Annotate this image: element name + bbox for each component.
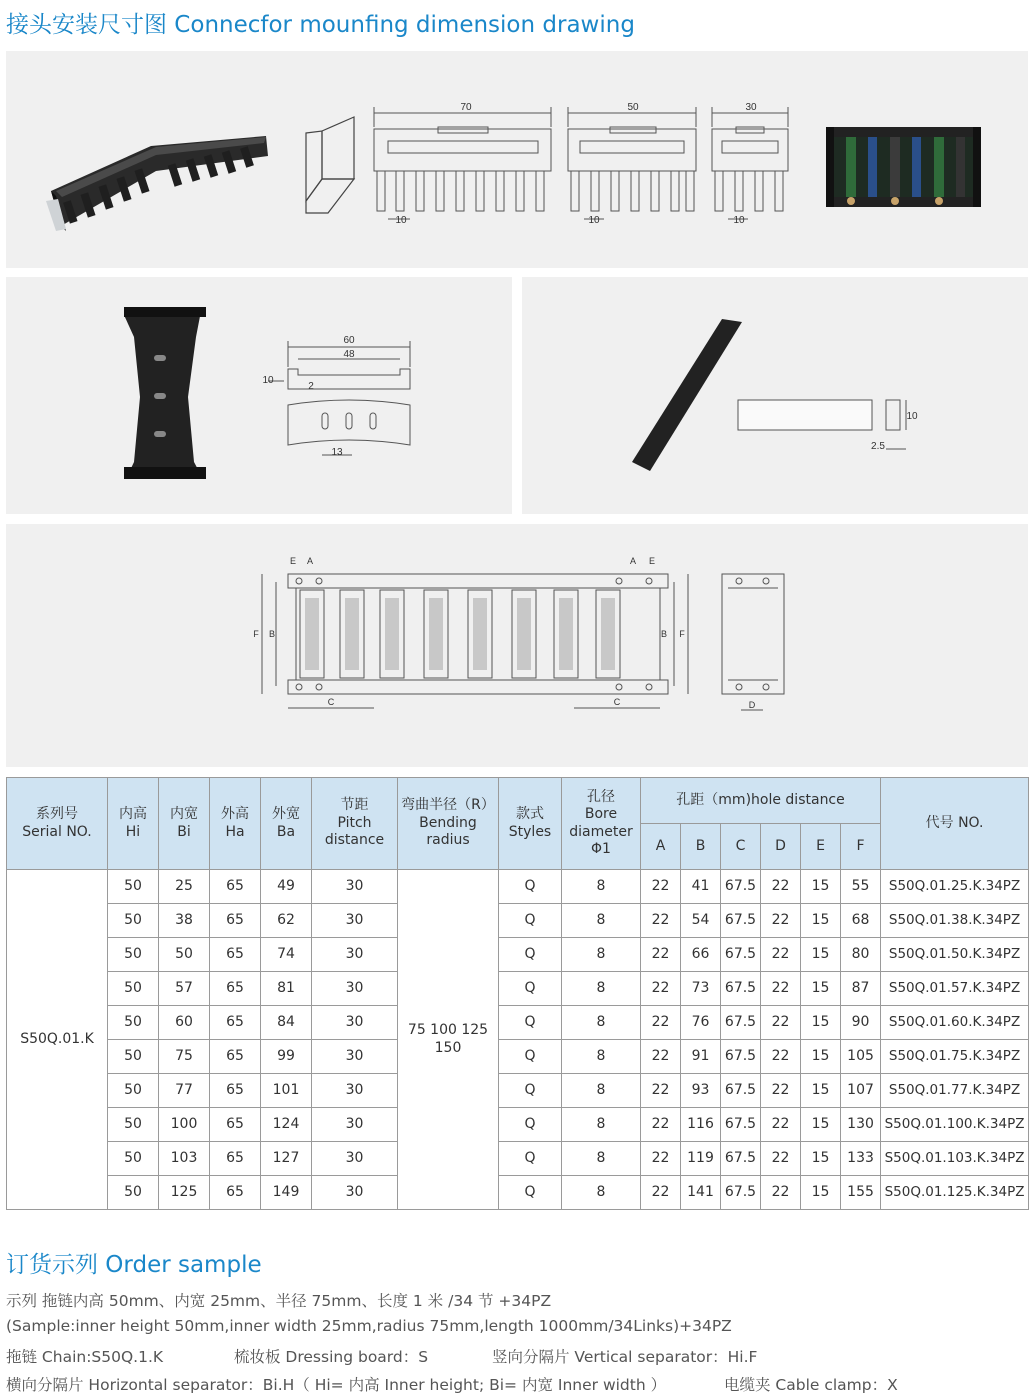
table-cell: 133 xyxy=(841,1142,881,1176)
table-cell: Q xyxy=(499,1006,562,1040)
comb-connector-render xyxy=(46,136,268,231)
header-serial: 系列号 Serial NO. xyxy=(7,778,108,870)
table-row xyxy=(7,972,1029,1006)
dim-50: 50 xyxy=(627,102,639,113)
table-cell: 65 xyxy=(210,1142,261,1176)
order-sample-line-3 xyxy=(6,1345,757,1367)
table-cell: 67.5 xyxy=(721,972,761,1006)
table-cell: 15 xyxy=(801,1006,841,1040)
table-cell: 49 xyxy=(261,870,312,904)
table-cell: 65 xyxy=(210,904,261,938)
table-cell: 22 xyxy=(761,904,801,938)
table-cell: 22 xyxy=(641,904,681,938)
table-cell: 65 xyxy=(210,972,261,1006)
header-hi: 内高 Hi xyxy=(108,778,159,870)
table-cell: 22 xyxy=(641,1006,681,1040)
table-cell: 22 xyxy=(761,1176,801,1210)
table-cell: 125 xyxy=(159,1176,210,1210)
dim-10: 10 xyxy=(262,375,274,386)
label-a-left: A xyxy=(306,556,314,566)
table-cell: Q xyxy=(499,972,562,1006)
table-cell: 116 xyxy=(681,1108,721,1142)
label-e-left: E xyxy=(289,556,297,566)
order-cable-clamp: 电缆夹 Cable clamp：X xyxy=(724,1376,898,1394)
table-cell: 8 xyxy=(562,904,641,938)
table-cell: 22 xyxy=(641,870,681,904)
label-a-right: A xyxy=(629,556,637,566)
table-cell: 30 xyxy=(312,938,398,972)
table-cell: 68 xyxy=(841,904,881,938)
front-view-70 xyxy=(374,107,551,219)
table-cell: 22 xyxy=(761,1074,801,1108)
table-cell: Q xyxy=(499,1142,562,1176)
separator-top-view xyxy=(268,341,410,389)
table-cell: 22 xyxy=(761,1006,801,1040)
order-dressing-board: 梳妆板 Dressing board：S xyxy=(234,1348,429,1366)
table-cell: 15 xyxy=(801,972,841,1006)
front-view-30 xyxy=(712,107,788,219)
horizontal-separator-render xyxy=(632,319,742,471)
dim-2: 2 xyxy=(308,381,314,392)
table-cell: 67.5 xyxy=(721,1006,761,1040)
header-bi: 内宽 Bi xyxy=(159,778,210,870)
table-cell: 15 xyxy=(801,1040,841,1074)
table-cell: 65 xyxy=(210,1074,261,1108)
table-cell: 15 xyxy=(801,1108,841,1142)
order-sample-line-4 xyxy=(6,1373,898,1395)
chain-link-fill xyxy=(305,598,615,670)
table-cell: 8 xyxy=(562,1108,641,1142)
label-c-right: C xyxy=(613,697,621,707)
table-cell: 22 xyxy=(761,1108,801,1142)
header-d: D xyxy=(761,824,801,870)
table-cell: 81 xyxy=(261,972,312,1006)
page-title: 接头安装尺寸图 Connecfor mounfing dimension drawing xyxy=(6,12,635,38)
table-cell: 75 xyxy=(159,1040,210,1074)
table-cell: 22 xyxy=(641,972,681,1006)
table-cell: 67.5 xyxy=(721,938,761,972)
table-cell: 141 xyxy=(681,1176,721,1210)
dim-2-5: 2.5 xyxy=(871,441,885,452)
table-cell: 30 xyxy=(312,1074,398,1108)
table-cell: 50 xyxy=(159,938,210,972)
table-cell: 22 xyxy=(761,1142,801,1176)
label-f-right: F xyxy=(679,629,685,639)
dim-thickness-10: 10 xyxy=(906,411,918,422)
table-row xyxy=(7,1040,1029,1074)
front-view-50 xyxy=(568,107,696,219)
table-cell: 67.5 xyxy=(721,904,761,938)
table-cell: 15 xyxy=(801,1176,841,1210)
table-row xyxy=(7,1074,1029,1108)
table-cell: 8 xyxy=(562,938,641,972)
table-cell: 30 xyxy=(312,1176,398,1210)
table-row xyxy=(7,870,1029,904)
table-cell: 22 xyxy=(761,972,801,1006)
table-cell: 15 xyxy=(801,904,841,938)
serial-cell: S50Q.01.K xyxy=(7,870,108,1210)
table-cell: 73 xyxy=(681,972,721,1006)
table-row xyxy=(7,938,1029,972)
header-ha: 外高 Ha xyxy=(210,778,261,870)
table-cell: Q xyxy=(499,1040,562,1074)
dim-30: 30 xyxy=(745,102,757,113)
table-cell: 65 xyxy=(210,1040,261,1074)
table-cell: 30 xyxy=(312,1040,398,1074)
table-cell: 25 xyxy=(159,870,210,904)
table-cell: 54 xyxy=(681,904,721,938)
table-cell: 22 xyxy=(761,870,801,904)
dim-pitch-50: 10 xyxy=(588,215,600,226)
table-row xyxy=(7,1142,1029,1176)
table-cell: 127 xyxy=(261,1142,312,1176)
dim-pitch-70: 10 xyxy=(395,215,407,226)
header-a: A xyxy=(641,824,681,870)
order-chain: 拖链 Chain:S50Q.1.K xyxy=(6,1348,164,1366)
table-cell: 30 xyxy=(312,972,398,1006)
table-row xyxy=(7,1108,1029,1142)
table-cell: 74 xyxy=(261,938,312,972)
table-cell: 84 xyxy=(261,1006,312,1040)
spec-table-body xyxy=(7,870,1029,1210)
separator-drawing-panel xyxy=(6,277,512,514)
dim-60: 60 xyxy=(343,335,355,346)
table-cell: 15 xyxy=(801,1142,841,1176)
table-cell: 80 xyxy=(841,938,881,972)
header-code: 代号 NO. xyxy=(881,778,1029,870)
horizontal-separator-drawings xyxy=(522,277,1028,514)
header-pitch: 节距 Pitch distance xyxy=(312,778,398,870)
table-cell: 124 xyxy=(261,1108,312,1142)
table-cell: 65 xyxy=(210,1006,261,1040)
code-cell: S50Q.01.77.K.34PZ xyxy=(881,1074,1029,1108)
header-radius: 弯曲半径（R） Bending radius xyxy=(398,778,499,870)
vertical-separator-render xyxy=(124,307,206,479)
table-cell: 130 xyxy=(841,1108,881,1142)
dim-pitch-30: 10 xyxy=(733,215,745,226)
table-cell: 50 xyxy=(108,1040,159,1074)
table-cell: 50 xyxy=(108,1006,159,1040)
table-cell: Q xyxy=(499,938,562,972)
header-styles: 款式 Styles xyxy=(499,778,562,870)
code-cell: S50Q.01.50.K.34PZ xyxy=(881,938,1029,972)
dim-13: 13 xyxy=(331,447,343,458)
table-cell: 30 xyxy=(312,1006,398,1040)
label-c-left: C xyxy=(327,697,335,707)
table-cell: 22 xyxy=(641,1040,681,1074)
table-cell: 67.5 xyxy=(721,1108,761,1142)
table-cell: 15 xyxy=(801,1074,841,1108)
table-cell: 99 xyxy=(261,1040,312,1074)
installed-connector-photo xyxy=(826,127,981,207)
table-cell: 101 xyxy=(261,1074,312,1108)
table-cell: 93 xyxy=(681,1074,721,1108)
table-cell: 30 xyxy=(312,1108,398,1142)
connector-drawing-panel xyxy=(6,51,1028,268)
table-cell: 8 xyxy=(562,1176,641,1210)
label-e-right: E xyxy=(648,556,656,566)
table-cell: 22 xyxy=(641,1074,681,1108)
header-f: F xyxy=(841,824,881,870)
code-cell: S50Q.01.103.K.34PZ xyxy=(881,1142,1029,1176)
table-cell: 67.5 xyxy=(721,1074,761,1108)
table-cell: 8 xyxy=(562,1074,641,1108)
table-cell: 67.5 xyxy=(721,1040,761,1074)
header-b: B xyxy=(681,824,721,870)
table-cell: 77 xyxy=(159,1074,210,1108)
header-c: C xyxy=(721,824,761,870)
table-cell: 107 xyxy=(841,1074,881,1108)
table-cell: 67.5 xyxy=(721,1176,761,1210)
table-cell: 22 xyxy=(641,1142,681,1176)
code-cell: S50Q.01.25.K.34PZ xyxy=(881,870,1029,904)
header-hole-distance: 孔距（mm)hole distance xyxy=(641,778,881,824)
table-cell: 65 xyxy=(210,1108,261,1142)
table-cell: 50 xyxy=(108,1176,159,1210)
order-vertical-separator: 竖向分隔片 Vertical separator：Hi.F xyxy=(492,1348,758,1366)
table-cell: 15 xyxy=(801,870,841,904)
table-cell: 91 xyxy=(681,1040,721,1074)
dim-48: 48 xyxy=(343,349,355,360)
table-cell: 67.5 xyxy=(721,1142,761,1176)
table-cell: 38 xyxy=(159,904,210,938)
horizontal-separator-panel xyxy=(522,277,1028,514)
table-cell: 22 xyxy=(761,1040,801,1074)
label-b-left: B xyxy=(268,629,276,639)
table-cell: 103 xyxy=(159,1142,210,1176)
table-cell: Q xyxy=(499,1176,562,1210)
label-b-right: B xyxy=(660,629,668,639)
table-cell: 8 xyxy=(562,1142,641,1176)
table-row xyxy=(7,904,1029,938)
order-sample-line-1: 示列 拖链内高 50mm、内宽 25mm、半径 75mm、长度 1 米 /34 节 +34PZ xyxy=(6,1292,552,1310)
table-cell: Q xyxy=(499,1074,562,1108)
code-cell: S50Q.01.125.K.34PZ xyxy=(881,1176,1029,1210)
table-cell: 50 xyxy=(108,1108,159,1142)
code-cell: S50Q.01.75.K.34PZ xyxy=(881,1040,1029,1074)
label-d: D xyxy=(748,700,756,710)
code-cell: S50Q.01.57.K.34PZ xyxy=(881,972,1029,1006)
table-cell: 50 xyxy=(108,1074,159,1108)
table-cell: 22 xyxy=(761,938,801,972)
connector-drawings xyxy=(6,51,1028,268)
table-cell: 30 xyxy=(312,904,398,938)
table-cell: 66 xyxy=(681,938,721,972)
table-cell: 90 xyxy=(841,1006,881,1040)
table-cell: 155 xyxy=(841,1176,881,1210)
table-cell: 76 xyxy=(681,1006,721,1040)
table-cell: 65 xyxy=(210,870,261,904)
side-profile xyxy=(306,117,354,213)
table-cell: 8 xyxy=(562,972,641,1006)
table-cell: 67.5 xyxy=(721,870,761,904)
order-sample-line-2: (Sample:inner height 50mm,inner width 25mm,radius 75mm,length 1000mm/34Links)+34PZ xyxy=(6,1317,732,1335)
table-cell: 57 xyxy=(159,972,210,1006)
separator-drawings xyxy=(6,277,512,514)
order-horizontal-separator: 横向分隔片 Horizontal separator：Bi.H（ Hi= 内高 Inner height; Bi= 内宽 Inner width ） xyxy=(6,1376,667,1394)
dim-70: 70 xyxy=(460,102,472,113)
code-cell: S50Q.01.38.K.34PZ xyxy=(881,904,1029,938)
table-cell: 65 xyxy=(210,1176,261,1210)
table-cell: 50 xyxy=(108,938,159,972)
code-cell: S50Q.01.100.K.34PZ xyxy=(881,1108,1029,1142)
separator-front-view xyxy=(288,400,410,455)
table-cell: 8 xyxy=(562,870,641,904)
table-cell: 149 xyxy=(261,1176,312,1210)
table-cell: Q xyxy=(499,870,562,904)
table-row xyxy=(7,1176,1029,1210)
table-cell: 50 xyxy=(108,1142,159,1176)
table-cell: 62 xyxy=(261,904,312,938)
table-cell: 50 xyxy=(108,870,159,904)
table-cell: 30 xyxy=(312,1142,398,1176)
table-row xyxy=(7,1006,1029,1040)
table-cell: 105 xyxy=(841,1040,881,1074)
table-cell: 41 xyxy=(681,870,721,904)
table-cell: 50 xyxy=(108,904,159,938)
radius-cell: 75 100 125 150 xyxy=(398,870,499,1210)
table-cell: 60 xyxy=(159,1006,210,1040)
table-cell: 100 xyxy=(159,1108,210,1142)
chain-dimension-panel xyxy=(6,524,1028,767)
header-ba: 外宽 Ba xyxy=(261,778,312,870)
table-cell: 65 xyxy=(210,938,261,972)
table-cell: 87 xyxy=(841,972,881,1006)
order-sample-title: 订货示列 Order sample xyxy=(6,1252,262,1278)
table-cell: 22 xyxy=(641,1108,681,1142)
table-cell: 22 xyxy=(641,1176,681,1210)
code-cell: S50Q.01.60.K.34PZ xyxy=(881,1006,1029,1040)
chain-dimension-drawing xyxy=(6,524,1028,767)
header-bore: 孔径 Bore diameter Φ1 xyxy=(562,778,641,870)
table-cell: 50 xyxy=(108,972,159,1006)
table-cell: 30 xyxy=(312,870,398,904)
header-e: E xyxy=(801,824,841,870)
table-cell: 55 xyxy=(841,870,881,904)
table-cell: Q xyxy=(499,1108,562,1142)
table-cell: 8 xyxy=(562,1040,641,1074)
table-cell: 22 xyxy=(641,938,681,972)
spec-table xyxy=(6,777,1029,1210)
table-cell: Q xyxy=(499,904,562,938)
table-cell: 15 xyxy=(801,938,841,972)
table-cell: 119 xyxy=(681,1142,721,1176)
label-f-left: F xyxy=(253,629,259,639)
table-cell: 8 xyxy=(562,1006,641,1040)
